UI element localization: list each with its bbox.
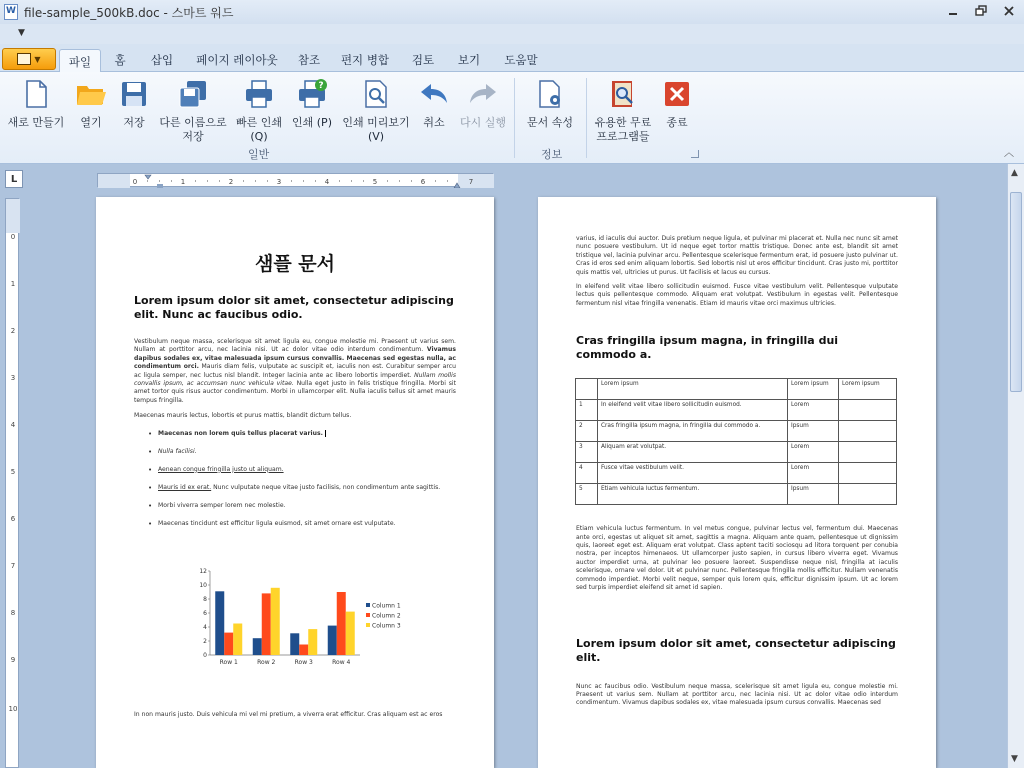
- svg-text:2: 2: [228, 178, 234, 186]
- new-document-button[interactable]: 새로 만들기: [6, 78, 66, 130]
- redo-icon: [467, 78, 499, 110]
- group-label-general: 일반: [248, 148, 270, 161]
- y-tick-label: 0: [203, 652, 207, 659]
- chart-bar: [253, 638, 262, 655]
- app-icon: [4, 4, 18, 20]
- document-title: 샘플 문서: [254, 253, 336, 275]
- list-item: • Mauris id ex erat. Nunc vulputate neque vitae justo facilisis, non condimentum ante sagittis.: [148, 484, 456, 492]
- tab-page-layout[interactable]: 페이지 레이아웃: [196, 53, 278, 67]
- tab-file[interactable]: 파일: [59, 49, 101, 73]
- svg-text:0: 0: [10, 233, 16, 241]
- tab-stop-selector[interactable]: L: [5, 170, 23, 188]
- legend-label: Column 1: [372, 602, 401, 610]
- printer-help-icon: [296, 78, 328, 110]
- close-icon: [1003, 5, 1015, 17]
- window-title: file-sample_500kB.doc - 스마트 워드: [24, 5, 234, 20]
- svg-text:1: 1: [10, 280, 16, 288]
- restore-icon: [975, 5, 987, 17]
- chart-bar: [308, 629, 317, 655]
- tab-view[interactable]: 보기: [457, 53, 481, 67]
- page1-footer-paragraph: In non mauris justo. Duis vehicula mi vel mi pretium, a viverra erat efficitur. Cras aliquam est ac eros: [134, 711, 443, 718]
- tab-review[interactable]: 검토: [411, 53, 435, 67]
- x-tick-label: Row 4: [332, 659, 351, 666]
- svg-text:?: ?: [318, 81, 324, 91]
- bar-chart[interactable]: [196, 565, 416, 675]
- y-tick-label: 12: [199, 568, 207, 575]
- print-button[interactable]: ? 인쇄 (P): [288, 78, 336, 130]
- close-window-button[interactable]: [1000, 3, 1018, 19]
- undo-button[interactable]: 취소: [416, 78, 452, 130]
- exit-button[interactable]: 종료: [660, 78, 694, 130]
- legend-swatch: [366, 603, 370, 607]
- svg-text:6: 6: [10, 515, 16, 523]
- table-row: 4 Fusce vitae vestibulum velit. Lorem: [576, 463, 897, 484]
- page2-paragraph-3: Etiam vehicula luctus fermentum. In vel metus congue, pulvinar lectus vel, fermentum dui. Maecenas ante orci, egestas ut aliquet sit amet, sagittis a magna. Aliquam ante quam, pellentesque ut dignissim quis, laoreet eget est. Aliquam erat volutpat. Class aptent taciti sociosqu ad litora torquent per conubia nostra, per inceptos himenaeos. Ut ullamcorper justo sapien, in cursus libero viverra eget. Vivamus auctor imperdiet urna, at pulvinar leo posuere laoreet. Suspendisse neque nisl, fringilla at iaculis scelerisque, ornare vel dolor. Ut et pulvinar nunc. Pellentesque fringilla mollis efficitur. Nullam venenatis commodo imperdiet. Morbi velit neque, semper quis lorem quis, efficitur dignissim ipsum. Ut ac lorem sed turpis imperdiet eleifend sit amet id sapien.: [576, 525, 898, 592]
- svg-text:10: 10: [8, 705, 18, 713]
- svg-text:3: 3: [10, 374, 16, 382]
- save-as-icon: [177, 78, 209, 110]
- y-tick-label: 8: [203, 596, 207, 603]
- data-table: [575, 378, 897, 505]
- document-properties-button[interactable]: 문서 속성: [522, 78, 578, 130]
- legend-label: Column 2: [372, 612, 401, 620]
- chart-bars: [215, 588, 355, 655]
- group-label-info: 정보: [541, 148, 563, 161]
- table-row: 2 Cras fringilla ipsum magna, in fringilla dui commodo a. Ipsum: [576, 421, 897, 442]
- text-cursor: [325, 430, 326, 437]
- bullet-list: [148, 430, 456, 528]
- table-header-row: Lorem ipsum Lorem ipsum Lorem ipsum: [576, 379, 897, 400]
- scrollbar-thumb[interactable]: [1010, 192, 1022, 392]
- save-as-button[interactable]: 다른 이름으로 저장: [158, 78, 228, 144]
- svg-text:5: 5: [10, 468, 16, 476]
- tab-insert[interactable]: 삽입: [150, 53, 174, 67]
- svg-text:4: 4: [10, 421, 16, 429]
- minimize-icon: [947, 5, 959, 17]
- tab-home[interactable]: 홈: [114, 53, 126, 67]
- quick-access-toolbar: [0, 24, 1024, 44]
- document-workspace: [0, 164, 1024, 768]
- page1-heading: Lorem ipsum dolor sit amet, consectetur adipiscing elit. Nunc ac faucibus odio.: [134, 294, 454, 321]
- chart-bar: [337, 592, 346, 655]
- print-preview-icon: [360, 78, 392, 110]
- chart-bar: [224, 633, 233, 655]
- svg-text:1: 1: [180, 178, 186, 186]
- save-icon: [118, 78, 150, 110]
- x-tick-label: Row 1: [219, 659, 238, 666]
- table-row: 3 Aliquam erat volutpat. Lorem: [576, 442, 897, 463]
- page2-paragraph-4: Nunc ac faucibus odio. Vestibulum neque massa, scelerisque sit amet ligula eu, congue molestie mi. Praesent ut varius sem. Nullam at porttitor arcu, nec lacinia nisi. Ut ac dolor vitae odio interdum condimentum. Vivamus dapibus sodales ex, vitae malesuada ipsum cursus convallis. Maecenas sed: [576, 682, 898, 707]
- x-tick-label: Row 3: [294, 659, 313, 666]
- horizontal-ruler-scale: [98, 174, 494, 188]
- document-properties-icon: [534, 78, 566, 110]
- redo-button[interactable]: 다시 실행: [458, 78, 508, 130]
- scroll-down-icon[interactable]: ▼: [1011, 754, 1018, 764]
- chart-bar: [271, 588, 280, 655]
- vertical-ruler-scale: [6, 199, 20, 768]
- open-button[interactable]: 열기: [72, 78, 110, 130]
- list-item: • Morbi viverra semper lorem nec molestie.: [148, 502, 456, 510]
- app-menu-button[interactable]: [2, 48, 56, 70]
- svg-text:9: 9: [10, 656, 16, 664]
- printer-icon: [243, 78, 275, 110]
- app-menu-icon: [17, 53, 31, 65]
- y-tick-label: 2: [203, 638, 207, 645]
- ribbon-tabs: [0, 44, 1024, 72]
- undo-icon: [418, 78, 450, 110]
- vertical-scrollbar[interactable]: [1007, 164, 1024, 768]
- useful-programs-button[interactable]: 유용한 무료 프로그램들: [590, 78, 656, 144]
- document-page-1[interactable]: [96, 197, 494, 768]
- new-document-icon: [20, 78, 52, 110]
- svg-text:6: 6: [420, 178, 426, 186]
- tab-mail-merge[interactable]: 편지 병합: [340, 53, 390, 67]
- folder-icon: [75, 78, 107, 110]
- tab-references[interactable]: 참조: [297, 53, 321, 67]
- list-item: • Maecenas non lorem quis tellus placerat varius.: [148, 430, 456, 438]
- svg-text:4: 4: [324, 178, 330, 186]
- svg-text:7: 7: [468, 178, 474, 186]
- page1-paragraph-1: Vestibulum neque massa, scelerisque sit amet ligula eu, congue molestie mi. Praesent ut varius sem. Nullam at porttitor arcu, nec lacinia nisi. Ut ac dolor vitae odio interdum condimentum. Vivamus dapibus sodales ex, vitae malesuada ipsum cursus convallis. Maecenas sed egestas nulla, ac condimentum orci. Mauris diam felis, vulputate ac suscipit et, iaculis non est. Curabitur semper arcu ac ligula semper, nec luctus nisl blandit. Integer lacinia ante ac libero lobortis imperdiet. Nullam mollis convallis ipsum, ac accumsan nunc vehicula vitae. Nulla eget justo in felis tristique fringilla. Morbi sit amet tortor quis risus auctor condimentum. Morbi in ullamcorper elit. Nulla iaculis tellus sit amet mauris tempus fringilla.: [134, 338, 456, 404]
- chart-legend: [366, 603, 401, 630]
- y-tick-label: 10: [199, 582, 207, 589]
- y-tick-label: 6: [203, 610, 207, 617]
- chart-bar: [233, 624, 242, 656]
- group-launcher-icon[interactable]: [691, 150, 699, 158]
- restore-button[interactable]: [972, 3, 990, 19]
- page2-paragraph-1: varius, id iaculis dui auctor. Duis pretium neque ligula, et pulvinar mi placerat et. Nulla nec nunc sit amet nunc posuere vestibulum. Ut id neque eget tortor mattis tristique. Donec ante est, blandit sit amet tristique vel, lacinia pulvinar arcu. Pellentesque scelerisque fermentum erat, id posuere justo pulvinar ut. Cras id eros sed enim aliquam lobortis. Sed lobortis nisl ut eros efficitur tincidunt. Cras justo mi, porttitor quis mattis vel, ultricies ut purus. Ut facilisis et lacus eu cursus.: [576, 235, 898, 276]
- svg-text:0: 0: [132, 178, 138, 186]
- tab-help[interactable]: 도움말: [504, 53, 538, 67]
- list-item: • Maecenas tincidunt est efficitur ligula euismod, sit amet ornare est vulputate.: [148, 520, 456, 528]
- list-item: • Aenean congue fringilla justo ut aliquam.: [148, 466, 456, 474]
- quick-print-button[interactable]: 빠른 인쇄 (Q): [232, 78, 286, 144]
- document-page-2[interactable]: [538, 197, 936, 768]
- page2-paragraph-2: In eleifend velit vitae libero sollicitudin euismod. Fusce vitae vestibulum velit. Pellentesque vulputate lectus quis pellentesque commodo. Aliquam erat volutpat. Vestibulum in egestas velit. Pellentesque fermentum nisl vitae fringilla venenatis. Etiam id mauris vitae orci maximus ultricies.: [576, 283, 898, 307]
- svg-text:5: 5: [372, 178, 378, 186]
- book-search-icon: [607, 78, 639, 110]
- y-tick-label: 4: [203, 624, 207, 631]
- chart-bar: [215, 591, 224, 655]
- svg-text:8: 8: [10, 609, 16, 617]
- chart-bar: [299, 645, 308, 656]
- x-tick-label: Row 2: [257, 659, 276, 666]
- chevron-down-icon: ▼: [34, 54, 41, 64]
- chart-bar: [328, 626, 337, 655]
- page1-paragraph-2: Maecenas mauris lectus, lobortis et purus mattis, blandit dictum tellus.: [134, 412, 352, 420]
- legend-swatch: [366, 613, 370, 617]
- scroll-up-icon[interactable]: ▲: [1011, 168, 1018, 178]
- legend-label: Column 3: [372, 622, 401, 630]
- group-separator: [514, 78, 515, 158]
- svg-text:3: 3: [276, 178, 282, 186]
- horizontal-ruler[interactable]: [97, 173, 493, 187]
- title-bar: [0, 0, 1024, 24]
- exit-icon: [661, 78, 693, 110]
- ribbon-collapse-icon[interactable]: ︿: [1004, 148, 1014, 159]
- svg-text:2: 2: [10, 327, 16, 335]
- vertical-ruler[interactable]: [5, 198, 19, 768]
- table-row: 5 Etiam vehicula luctus fermentum. Ipsum: [576, 484, 897, 505]
- list-item: • Nulla facilisi.: [148, 448, 456, 456]
- svg-text:7: 7: [10, 562, 16, 570]
- chart-x-labels: [220, 659, 351, 666]
- page2-heading-1: Cras fringilla ipsum magna, in fringilla dui commodo a.: [576, 334, 839, 362]
- table-row: 1 In eleifend velit vitae libero sollicitudin euismod. Lorem: [576, 400, 897, 421]
- ribbon: [0, 72, 1024, 164]
- legend-swatch: [366, 623, 370, 627]
- minimize-button[interactable]: [944, 3, 962, 19]
- save-button[interactable]: 저장: [116, 78, 152, 130]
- chart-bar: [262, 593, 271, 655]
- group-separator: [586, 78, 587, 158]
- page2-heading-2: Lorem ipsum dolor sit amet, consectetur adipiscing elit.: [576, 636, 896, 664]
- chart-bar: [346, 612, 355, 655]
- print-preview-button[interactable]: 인쇄 미리보기 (V): [340, 78, 412, 144]
- quick-access-dropdown-icon[interactable]: ▼: [18, 28, 25, 38]
- chart-bar: [290, 633, 299, 655]
